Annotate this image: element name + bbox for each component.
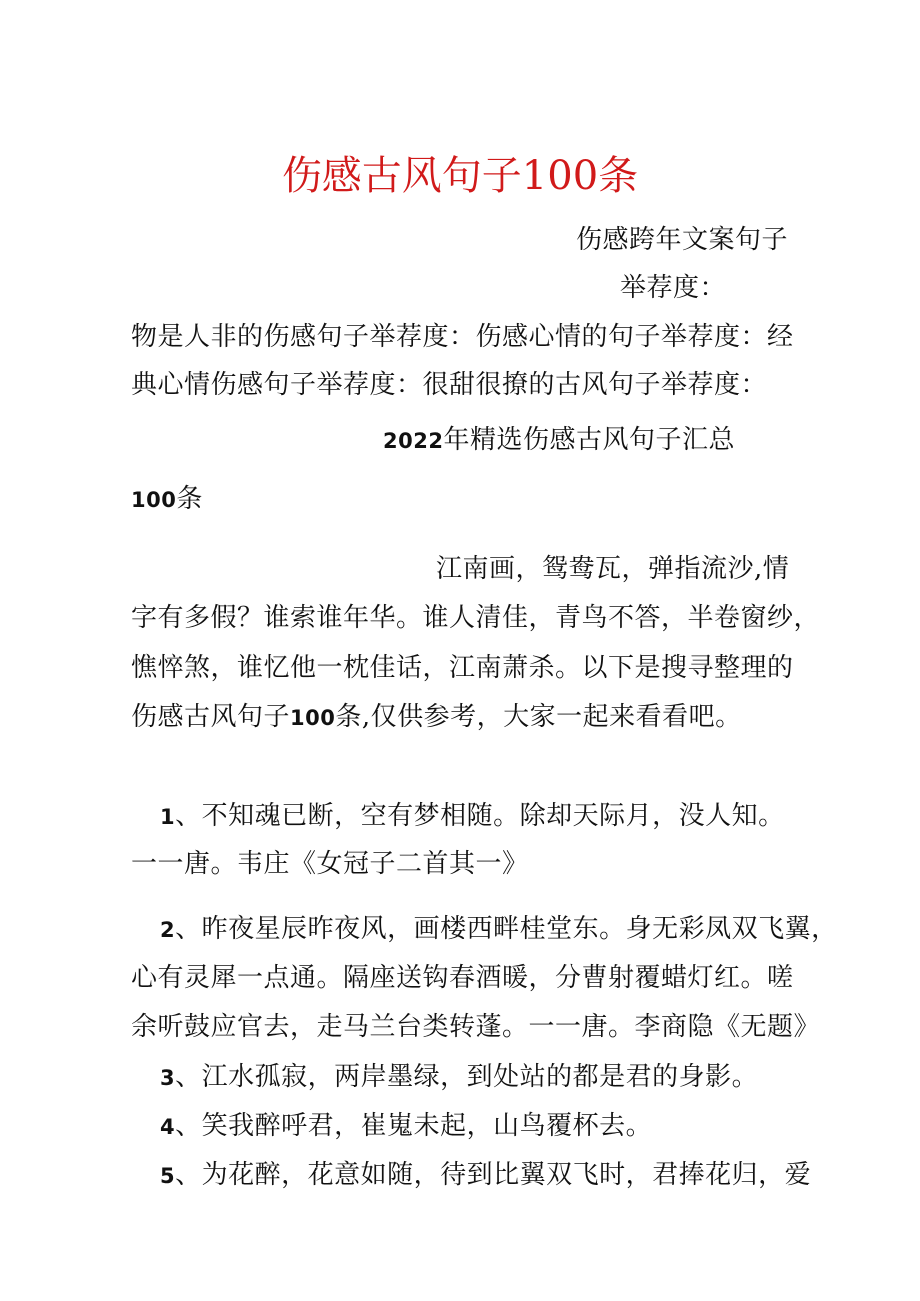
intro-line-2: 字有多假？谁索谁年华。谁人清佳，青鸟不答，半卷窗纱， [131, 603, 821, 633]
list-item-1-line-2: 一一唐。韦庄《女冠子二首其一》 [131, 849, 529, 879]
subtitle: 伤感跨年文案句子 [576, 225, 789, 255]
list-item-5-number: 5 [160, 1164, 176, 1188]
section-count-unit: 条 [176, 484, 203, 514]
list-item-4-text: 、笑我醉呼君，崔嵬未起，山鸟覆杯去。 [175, 1111, 653, 1141]
list-item-2-line-2: 心有灵犀一点通。隔座送钩春酒暖，分曹射覆蜡灯红。嗟 [131, 963, 794, 993]
intro-line-4-number: 100 [290, 706, 336, 730]
related-line-1: 物是人非的伤感句子举荐度：伤感心情的句子举荐度：经 [131, 322, 794, 352]
list-item-2-line-3: 余听鼓应官去，走马兰台类转蓬。一一唐。李商隐《无题》 [131, 1012, 821, 1042]
intro-line-4-before: 伤感古风句子 [131, 702, 291, 732]
list-item-1-text: 、不知魂已断，空有梦相随。除却天际月，没人知。 [175, 801, 785, 831]
list-item-1-line-1 [160, 800, 785, 833]
section-heading [383, 424, 735, 457]
recommend-label: 举荐度： [620, 273, 727, 303]
section-heading-count [131, 483, 203, 516]
intro-line-3: 憔悴煞，谁忆他一枕佳话，江南萧杀。以下是搜寻整理的 [131, 653, 794, 683]
section-heading-text: 年精选伤感古风句子汇总 [443, 425, 735, 455]
list-item-3-text: 、江水孤寂，两岸墨绿，到处站的都是君的身影。 [175, 1062, 759, 1092]
intro-line-4-after: 条,仅供参考，大家一起来看看吧。 [335, 702, 742, 732]
intro-line-4 [131, 701, 742, 734]
section-heading-year: 2022 [383, 429, 444, 453]
list-item-5-text: 、为花醉，花意如随，待到比翼双飞时，君捧花归，爱 [175, 1160, 812, 1190]
list-item-3 [160, 1061, 758, 1094]
list-item-2-number: 2 [160, 918, 176, 942]
document-title: 伤感古风句子100条 [281, 153, 639, 199]
list-item-5 [160, 1159, 811, 1192]
list-item-3-number: 3 [160, 1066, 176, 1090]
list-item-4 [160, 1110, 652, 1143]
list-item-2-line-1 [160, 913, 838, 946]
intro-line-1: 江南画，鸳鸯瓦，弹指流沙,情 [436, 554, 790, 584]
list-item-2-text: 、昨夜星辰昨夜风，画楼西畔桂堂东。身无彩凤双飞翼， [175, 914, 838, 944]
list-item-1-number: 1 [160, 805, 176, 829]
list-item-4-number: 4 [160, 1115, 176, 1139]
section-count-number: 100 [131, 488, 177, 512]
related-line-2: 典心情伤感句子举荐度：很甜很撩的古风句子举荐度： [131, 370, 768, 400]
